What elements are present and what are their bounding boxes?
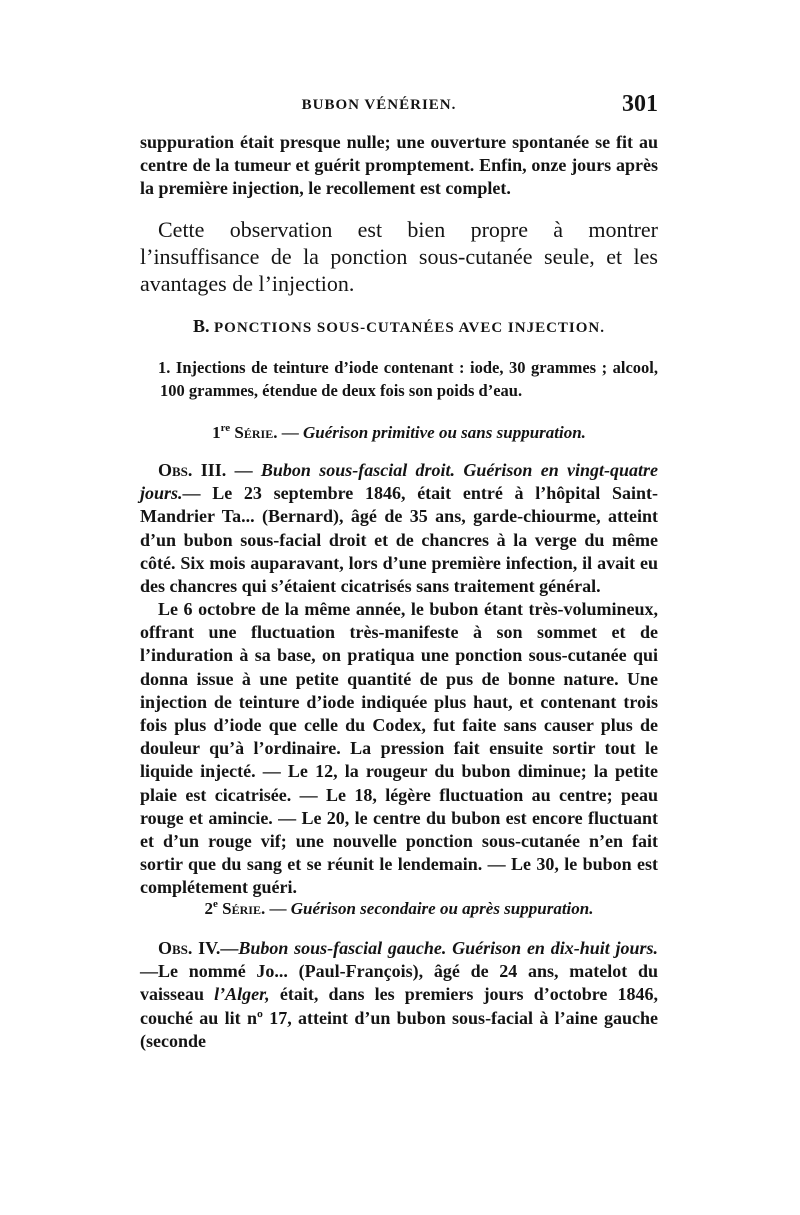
section-heading-b <box>140 316 658 337</box>
obs-text-before: —Le nommé Jo... (Paul-François), âgé de 24 ans, matelot du vaisseau <box>140 961 658 1005</box>
section-title: PONCTIONS SOUS-CUTANÉES AVEC INJECTION. <box>213 320 606 336</box>
series-superscript: re <box>220 422 231 434</box>
series-title: Guérison primitive ou sans suppuration. <box>302 423 586 442</box>
obs-number: IV. <box>198 938 221 958</box>
running-title: BUBON VÉNÉRIEN. <box>301 97 457 113</box>
series-number: 1 <box>212 423 221 442</box>
item-text: Injections de teinture d’iode contenant : iode, 30 grammes ; alcool, 100 grammes, étendue de deux fois son poids d’eau. <box>160 358 658 400</box>
paragraph-observation-remark: Cette observation est bien propre à montrer l’insuffisance de la ponction sous-cutanée seule, et les avantages de l’injection. <box>140 217 658 296</box>
observation-4 <box>140 937 658 1053</box>
item-number: 1. <box>158 358 171 377</box>
series-heading-1 <box>140 423 658 443</box>
obs-number: III. <box>200 460 227 480</box>
obs-text-after: était, dans les premiers jours d’octobre 1846, couché au lit nº 17, atteint d’un bubon sous-facial à l’aine gauche (seconde <box>140 984 659 1051</box>
series-number: 2 <box>204 899 214 918</box>
series-dash: — <box>277 423 303 442</box>
section-letter: B. <box>192 316 210 336</box>
obs-dash: — <box>220 938 239 958</box>
observation-3 <box>140 459 658 598</box>
observation-3-continuation: Le 6 octobre de la même année, le bubon étant très-volumineux, offrant une fluctuation très-manifeste à son sommet et de l’induration à sa base, on pratiqua une ponction sous-cutanée qui donna issue à une petite quantité de pus de bonne nature. Une injection de teinture d’iode indiquée plus haut, et contenant trois fois plus d’iode que celle du Codex, fut faite sans causer plus de douleur qu’à l’ordinaire. La pression fait ensuite sortir tout le liquide injecté. — Le 12, la rougeur du bubon diminue; la petite plaie est cicatrisée. — Le 18, légère fluctuation au centre; peau rouge et amincie. — Le 20, le centre du bubon est encore fluctuant et d’un rouge vif; une nouvelle ponction sous-cutanée n’en fait sortir que du sang et se réunit le lendemain. — Le 30, le bubon est complétement guéri. <box>140 599 658 898</box>
obs-label: Obs. <box>158 938 193 958</box>
page-header <box>140 91 658 127</box>
series-heading-2 <box>140 899 658 919</box>
series-title: Guérison secondaire ou après suppuration. <box>290 899 594 918</box>
injection-formula <box>140 356 658 402</box>
obs-title: Bubon sous-fascial gauche. Guérison en dix-huit jours. <box>238 938 659 958</box>
obs-label: Obs. <box>158 460 193 480</box>
series-dash: — <box>265 899 291 918</box>
obs-text: — Le 23 septembre 1846, était entré à l’hôpital Saint-Mandrier Ta... (Bernard), âgé de 35 ans, garde-chiourme, atteint d’un bubon sous-facial droit et de chancres à la verge du même côté. Six mois auparavant, lors d’une première infection, il avait eu des chancres qui s’étaient cicatrisés sans traitement général. <box>140 483 658 597</box>
series-superscript: e <box>213 898 218 910</box>
obs-dash: — <box>226 460 261 480</box>
ship-name: l’Alger, <box>214 984 270 1005</box>
obs-title: Bubon sous-fascial droit. Guérison en vingt-quatre jours. <box>140 460 659 504</box>
page-number: 301 <box>622 91 658 117</box>
paragraph-continuation: suppuration était presque nulle; une ouverture spontanée se fit au centre de la tumeur et guérit promptement. Enfin, onze jours après la première injection, le recollement est complet. <box>140 132 658 199</box>
series-label: Série. <box>222 899 266 918</box>
series-label: Série. <box>234 423 278 442</box>
